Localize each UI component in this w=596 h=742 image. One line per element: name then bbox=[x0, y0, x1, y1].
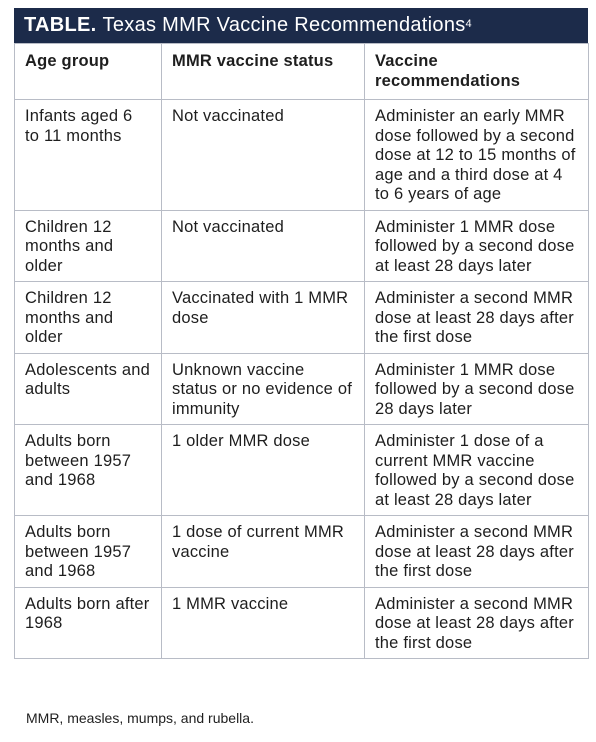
table-label: TABLE. bbox=[24, 14, 97, 36]
table-row bbox=[15, 353, 589, 425]
age-group-cell: Adults born between 1957 and 1968 bbox=[15, 516, 162, 588]
table-title: Texas MMR Vaccine Recommendations bbox=[102, 14, 466, 36]
table-row bbox=[15, 282, 589, 354]
recommendation-cell: Administer a second MMR dose at least 28 days after the first dose bbox=[365, 516, 589, 588]
recommendation-cell: Administer 1 dose of a current MMR vaccine followed by a second dose at least 28 days later bbox=[365, 425, 589, 516]
age-group-cell: Adults born between 1957 and 1968 bbox=[15, 425, 162, 516]
table-title-bar bbox=[14, 8, 588, 43]
recommendation-cell: Administer a second MMR dose at least 28 days after the first dose bbox=[365, 282, 589, 354]
table-body bbox=[15, 100, 589, 659]
age-group-cell: Children 12 months and older bbox=[15, 282, 162, 354]
vaccine-status-cell: 1 older MMR dose bbox=[162, 425, 365, 516]
age-group-cell: Infants aged 6 to 11 months bbox=[15, 100, 162, 211]
table-row bbox=[15, 210, 589, 282]
table-header-row bbox=[15, 44, 589, 100]
vaccine-status-cell: Unknown vaccine status or no evidence of immunity bbox=[162, 353, 365, 425]
recommendation-cell: Administer an early MMR dose followed by a second dose at 12 to 15 months of age and a third dose at 4 to 6 years of age bbox=[365, 100, 589, 211]
table-row bbox=[15, 100, 589, 211]
recommendations-table-figure bbox=[14, 8, 588, 659]
vaccine-status-cell: Vaccinated with 1 MMR dose bbox=[162, 282, 365, 354]
vaccine-status-cell: 1 dose of current MMR vaccine bbox=[162, 516, 365, 588]
vaccine-status-cell: 1 MMR vaccine bbox=[162, 587, 365, 659]
recommendation-cell: Administer a second MMR dose at least 28 days after the first dose bbox=[365, 587, 589, 659]
vaccine-status-cell: Not vaccinated bbox=[162, 100, 365, 211]
age-group-cell: Adolescents and adults bbox=[15, 353, 162, 425]
age-group-cell: Adults born after 1968 bbox=[15, 587, 162, 659]
vaccine-status-cell: Not vaccinated bbox=[162, 210, 365, 282]
column-header-age-group: Age group bbox=[15, 44, 162, 100]
age-group-cell: Children 12 months and older bbox=[15, 210, 162, 282]
table-row bbox=[15, 425, 589, 516]
column-header-recommendations: Vaccine recommendations bbox=[365, 44, 589, 100]
table-row bbox=[15, 516, 589, 588]
recommendation-cell: Administer 1 MMR dose followed by a second dose 28 days later bbox=[365, 353, 589, 425]
table-row bbox=[15, 587, 589, 659]
recommendation-cell: Administer 1 MMR dose followed by a second dose at least 28 days later bbox=[365, 210, 589, 282]
table-footnote: MMR, measles, mumps, and rubella. bbox=[26, 710, 254, 726]
vaccine-table bbox=[14, 43, 589, 659]
reference-superscript: 4 bbox=[465, 17, 472, 30]
column-header-vaccine-status: MMR vaccine status bbox=[162, 44, 365, 100]
